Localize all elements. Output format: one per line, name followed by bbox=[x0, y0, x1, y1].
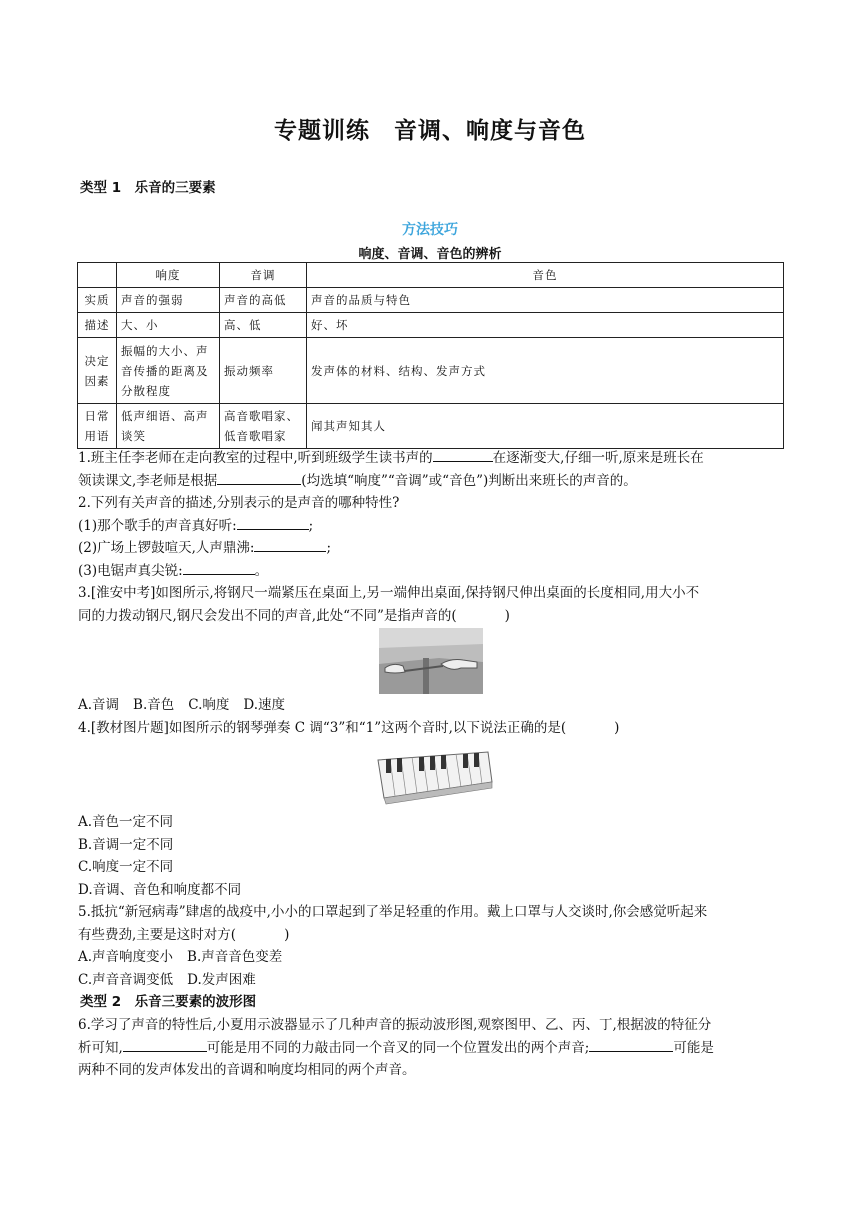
cell-loudness: 低声细语、高声谈笑 bbox=[117, 404, 220, 449]
header-cell-pitch: 音调 bbox=[220, 263, 307, 288]
cell-loudness: 声音的强弱 bbox=[117, 288, 220, 313]
q4-line1: 4.[教材图片题]如图所示的钢琴弹奏 C 调“3”和“1”这两个音时,以下说法正确的是( ) bbox=[78, 719, 620, 736]
q3-option-c[interactable]: C.响度 bbox=[188, 697, 230, 713]
cell-loudness: 大、小 bbox=[117, 313, 220, 338]
q6-blank1[interactable] bbox=[123, 1037, 207, 1052]
q6-line1: 6.学习了声音的特性后,小夏用示波器显示了几种声音的振动波形图,观察图甲、乙、丙、丁,根据波的特征分 bbox=[78, 1017, 712, 1033]
q1-blank1[interactable] bbox=[433, 447, 493, 462]
piano-keyboard-figure bbox=[368, 748, 494, 806]
q4-option-d[interactable]: D.音调、音色和响度都不同 bbox=[78, 881, 242, 898]
q5-line1: 5.抵抗“新冠病毒”肆虐的战疫中,小小的口罩起到了举足轻重的作用。戴上口罩与人交谈时,你会感觉听起来 bbox=[78, 904, 708, 920]
cell-loudness: 振幅的大小、声音传播的距离及分散程度 bbox=[117, 338, 220, 404]
q3-line1: 3.[淮安中考]如图所示,将钢尺一端紧压在桌面上,另一端伸出桌面,保持钢尺伸出桌面的长度相同,用大小不 bbox=[78, 585, 700, 601]
row-label: 描述 bbox=[78, 313, 117, 338]
q2-blank1[interactable] bbox=[237, 515, 309, 530]
method-tips-heading: 方法技巧 bbox=[402, 222, 458, 238]
q6-blank2[interactable] bbox=[589, 1037, 673, 1052]
q5-options-row2 bbox=[78, 969, 784, 992]
q2-sub2: (2)广场上锣鼓喧天,人声鼎沸: ; bbox=[78, 537, 784, 560]
q6-line2: 析可知, 可能是用不同的力敲击同一个音叉的同一个位置发出的两个声音; 可能是 bbox=[78, 1037, 784, 1060]
type1-name: 乐音的三要素 bbox=[134, 180, 216, 196]
q3-options bbox=[78, 694, 784, 739]
row-label: 实质 bbox=[78, 288, 117, 313]
table-row bbox=[78, 338, 784, 404]
cell-timbre: 好、坏 bbox=[307, 313, 784, 338]
q1-blank2[interactable] bbox=[217, 470, 301, 485]
cell-pitch: 高、低 bbox=[220, 313, 307, 338]
q5-option-d[interactable]: D.发声困难 bbox=[187, 971, 256, 988]
header-cell-loudness: 响度 bbox=[117, 263, 220, 288]
q4-option-c[interactable]: C.响度一定不同 bbox=[78, 859, 174, 875]
type2-heading bbox=[80, 990, 256, 1010]
questions-1-3 bbox=[78, 447, 784, 627]
comparison-table bbox=[77, 262, 784, 449]
steel-ruler-figure bbox=[379, 628, 483, 694]
q4-option-b[interactable]: B.音调一定不同 bbox=[78, 836, 174, 853]
cell-pitch: 振动频率 bbox=[220, 338, 307, 404]
table-caption: 响度、音调、音色的辨析 bbox=[358, 247, 502, 262]
type2-label: 类型 2 bbox=[80, 994, 122, 1010]
type1-heading bbox=[80, 176, 216, 196]
q3-option-d[interactable]: D.速度 bbox=[243, 697, 286, 713]
q1-line2: 领读课文,李老师是根据 (均选填“响度”“音调”或“音色”)判断出来班长的声音的。 bbox=[78, 470, 784, 493]
page-title: 专题训练 音调、响度与音色 bbox=[274, 117, 586, 144]
q5-option-b[interactable]: B.声音音色变差 bbox=[187, 949, 283, 965]
q5-options-row1 bbox=[78, 946, 784, 969]
q6-line3: 两种不同的发声体发出的音调和响度均相同的两个声音。 bbox=[78, 1062, 416, 1078]
q2-sub3: (3)电锯声真尖锐: 。 bbox=[78, 560, 784, 583]
q5-line2: 有些费劲,主要是这时对方( ) bbox=[78, 926, 290, 943]
header-cell-empty bbox=[78, 263, 117, 288]
table-row bbox=[78, 404, 784, 449]
q4-option-a[interactable]: A.音色一定不同 bbox=[78, 814, 174, 830]
q1-line1: 1.班主任李老师在走向教室的过程中,听到班级学生读书声的 在逐渐变大,仔细一听,原来是班长在 bbox=[78, 447, 784, 470]
q2-sub1: (1)那个歌手的声音真好听: ; bbox=[78, 515, 784, 538]
type1-label: 类型 1 bbox=[80, 180, 122, 196]
q2-stem: 2.下列有关声音的描述,分别表示的是声音的哪种特性? bbox=[78, 495, 400, 511]
question-6 bbox=[78, 1014, 784, 1082]
header-cell-timbre: 音色 bbox=[307, 263, 784, 288]
q4-options-q5 bbox=[78, 811, 784, 991]
q5-option-a[interactable]: A.声音响度变小 bbox=[78, 949, 174, 965]
table-row bbox=[78, 288, 784, 313]
q2-blank3[interactable] bbox=[183, 560, 255, 575]
row-label: 决定因素 bbox=[78, 338, 117, 404]
q3-option-a[interactable]: A.音调 bbox=[78, 697, 120, 713]
cell-timbre: 声音的品质与特色 bbox=[307, 288, 784, 313]
type2-name: 乐音三要素的波形图 bbox=[134, 994, 257, 1010]
cell-pitch: 声音的高低 bbox=[220, 288, 307, 313]
table-header-row bbox=[78, 263, 784, 288]
q2-blank2[interactable] bbox=[254, 537, 326, 552]
q5-option-c[interactable]: C.声音音调变低 bbox=[78, 971, 174, 988]
q3-option-b[interactable]: B.音色 bbox=[133, 697, 175, 713]
cell-timbre: 发声体的材料、结构、发声方式 bbox=[307, 338, 784, 404]
cell-pitch: 高音歌唱家、低音歌唱家 bbox=[220, 404, 307, 449]
table-row bbox=[78, 313, 784, 338]
row-label: 日常用语 bbox=[78, 404, 117, 449]
q3-line2: 同的力拨动钢尺,钢尺会发出不同的声音,此处“不同”是指声音的( ) bbox=[78, 607, 510, 624]
cell-timbre: 闻其声知其人 bbox=[307, 404, 784, 449]
